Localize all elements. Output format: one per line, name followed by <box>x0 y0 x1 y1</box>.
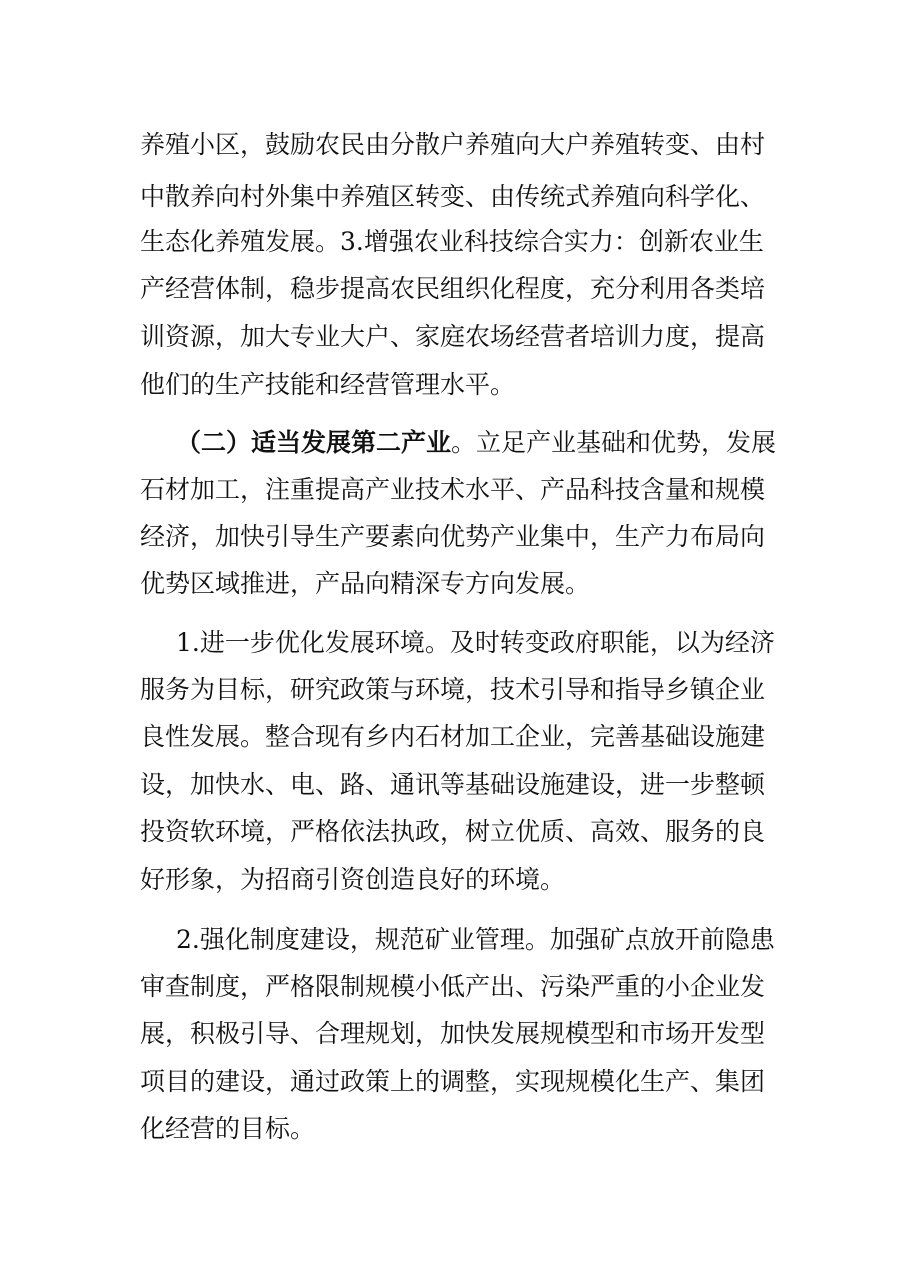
para3-line-6: 好形象，为招商引资创造良好的环境。 <box>140 865 566 894</box>
para3-line-4: 设，加快水、电、路、通讯等基础设施建设，进一步整顿 <box>140 770 766 799</box>
para4-line-2: 审查制度，严格限制规模小低产出、污染严重的小企业发 <box>140 972 766 1001</box>
para1-line-1: 养殖小区，鼓励农民由分散户养殖向大户养殖转变、由村 <box>140 130 766 159</box>
para2-line-2: 石材加工，注重提高产业技术水平、产品科技含量和规模 <box>140 475 766 504</box>
para2-line-3: 经济，加快引导生产要素向优势产业集中，生产力布局向 <box>140 522 766 551</box>
para1-line-3: 生态化养殖发展。3.增强农业科技综合实力：创新农业生 <box>140 227 764 256</box>
para4-line-5: 化经营的目标。 <box>140 1114 316 1143</box>
para2-line-1-rest: 。立足产业基础和优势，发展 <box>451 428 777 457</box>
para1-line-6: 他们的生产技能和经营管理水平。 <box>140 370 516 399</box>
para3-line-3: 良性发展。整合现有乡内石材加工企业，完善基础设施建 <box>140 722 766 751</box>
para3-line-5: 投资软环境，严格依法执政，树立优质、高效、服务的良 <box>140 817 766 846</box>
para1-line-2: 中散养向村外集中养殖区转变、由传统式养殖向科学化、 <box>140 182 766 211</box>
section-heading: （二）适当发展第二产业 <box>176 428 452 457</box>
para3-line-2: 服务为目标，研究政策与环境，技术引导和指导乡镇企业 <box>140 675 766 704</box>
para4-line-4: 项目的建设，通过政策上的调整，实现规模化生产、集团 <box>140 1067 766 1096</box>
para1-line-5: 训资源，加大专业大户、家庭农场经营者培训力度，提高 <box>140 322 766 351</box>
para1-line-4: 产经营体制，稳步提高农民组织化程度，充分利用各类培 <box>140 274 766 303</box>
para4-line-1: 2.强化制度建设，规范矿业管理。加强矿点放开前隐患 <box>176 925 775 954</box>
para2-line-4: 优势区域推进，产品向精深专方向发展。 <box>140 569 591 598</box>
para2-line-1 <box>176 426 776 460</box>
para4-line-3: 展，积极引导、合理规划，加快发展规模型和市场开发型 <box>140 1019 766 1048</box>
para3-line-1: 1.进一步优化发展环境。及时转变政府职能，以为经济 <box>176 628 775 657</box>
